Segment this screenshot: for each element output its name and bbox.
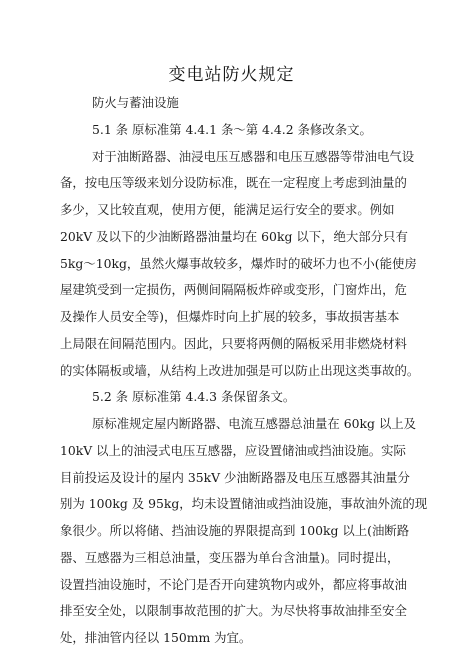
body-line: 排至安全处，以限制事故范围的扩大。为尽快将事故油排至安全	[60, 603, 407, 619]
body-line: 对于油断路器、油浸电压互感器和电压互感器等带油电气设	[92, 148, 415, 164]
body-line: 器、互感器为三相总油量，变压器为单台含油量)。同时提出，	[60, 549, 400, 565]
body-line: 的实体隔板或墙，从结构上改进加强是可以防止出现这类事故的。	[60, 362, 420, 378]
body-line: 20kV 及以下的少油断路器油量均在 60kg 以下，绝大部分只有	[60, 228, 408, 244]
clause-heading-5-1: 5.1 条 原标准第 4.4.1 条～第 4.4.2 条修改条文。	[92, 121, 372, 137]
body-line: 5kg～10kg，虽然火爆事故较多，爆炸时的破坏力也不小(能使房	[60, 255, 417, 271]
document-title: 变电站防火规定	[168, 65, 295, 85]
body-line: 处，排油管内径以 150mm 为宜。	[60, 630, 252, 645]
body-line: 设置挡油设施时，不论门是否开向建筑物内或外，都应将事故油	[60, 576, 407, 592]
body-line: 及操作人员安全等)，但爆炸时向上扩展的较多，事故损害基本	[60, 309, 400, 324]
body-line: 象很少。所以将储、挡油设施的界限提高到 100kg 以上(油断路	[60, 523, 410, 538]
body-line: 别为 100kg 及 95kg，均未设置储油或挡油设施，事故油外流的现	[60, 496, 428, 512]
body-line: 10kV 以上的油浸式电压互感器，应设置储油或挡油设施。实际	[60, 442, 406, 458]
body-line: 屋建筑受到一定损伤，两侧间隔隔板炸碎或变形，门窗炸出，危	[60, 282, 407, 298]
body-line: 上局限在间隔范围内。因此，只要将两侧的隔板采用非燃烧材料	[60, 335, 407, 351]
body-line: 目前投运及设计的屋内 35kV 少油断路器及电压互感器其油量分	[60, 469, 410, 485]
body-line: 多少，又比较直观，使用方便，能满足运行安全的要求。例如	[60, 202, 395, 217]
section-heading: 防火与蓄油设施	[92, 95, 179, 110]
body-line: 备，按电压等级来划分设防标准，既在一定程度上考虑到油量的	[60, 175, 407, 191]
body-line: 原标准规定屋内断路器、电流互感器总油量在 60kg 以上及	[92, 416, 417, 431]
clause-heading-5-2: 5.2 条 原标准第 4.4.3 条保留条文。	[92, 389, 296, 405]
